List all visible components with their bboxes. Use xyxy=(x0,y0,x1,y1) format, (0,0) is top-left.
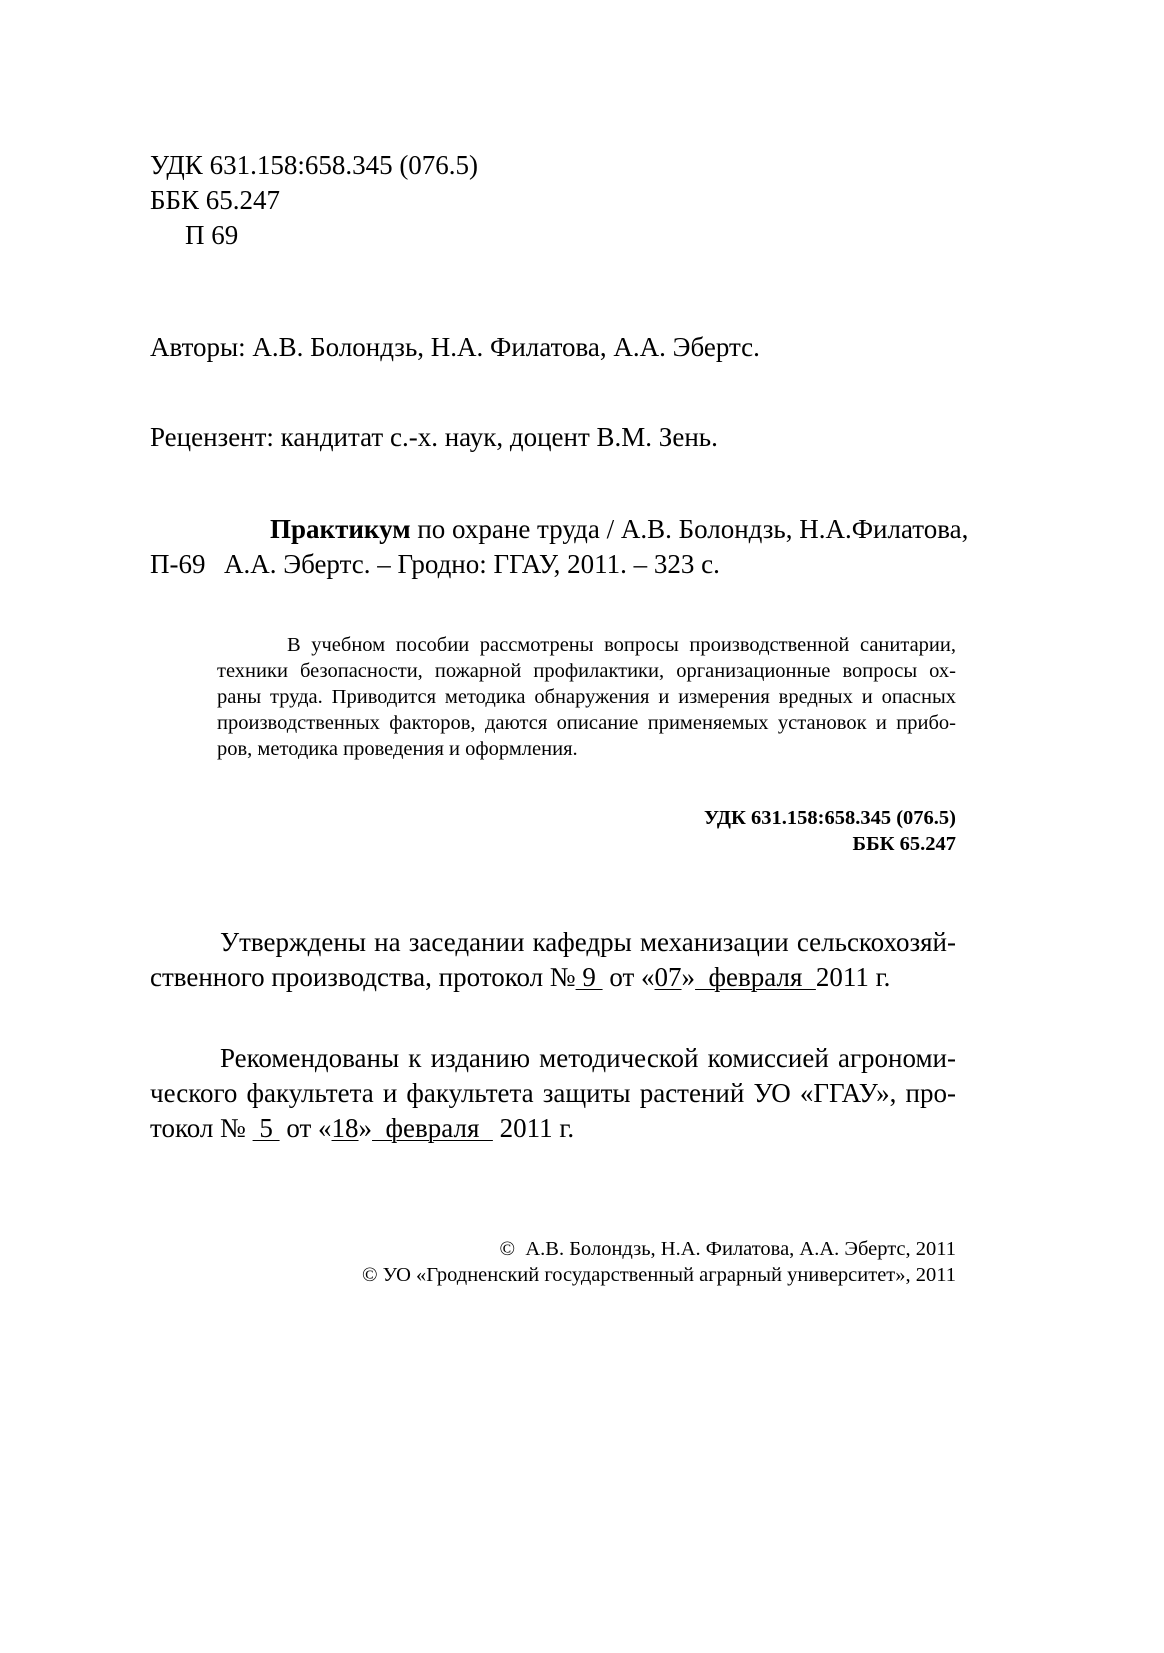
recommended-year: 2011 г. xyxy=(492,1113,575,1143)
copyright-block xyxy=(300,1236,956,1288)
approved-month: февраля xyxy=(695,962,816,992)
bbk-code-bold: ББК 65.247 xyxy=(852,833,956,855)
udk-code-bold: УДК 631.158:658.345 (076.5) xyxy=(703,807,956,829)
recommended-line-1: Рекомендованы к изданию методической комиссией агрономи- xyxy=(220,1043,956,1073)
recommended-protocol-number: 5 xyxy=(252,1113,280,1143)
citation-line-2-text: А.А. Эбертс. – Гродно: ГГАУ, 2011. – 323 с. xyxy=(224,549,720,579)
approved-year: 2011 г. xyxy=(815,962,891,992)
recommended-line-3 xyxy=(150,1111,956,1146)
udk-code: УДК 631.158:658.345 (076.5) xyxy=(150,150,479,180)
recommended-block xyxy=(150,1041,956,1146)
approved-day: 07 xyxy=(654,962,682,992)
abstract-line: ров, методика проведения и оформления. xyxy=(217,738,578,760)
abstract-line: В учебном пособии рассмотрены вопросы производственной санитарии, xyxy=(287,634,956,656)
recommended-prefix: токол № xyxy=(150,1113,253,1143)
copyright-university: © УО «Гродненский государственный аграрный университет», 2011 xyxy=(361,1264,956,1286)
citation-line-2 xyxy=(150,547,956,582)
bbk-code: ББК 65.247 xyxy=(150,185,281,215)
copyright-authors: © А.В. Болондзь, Н.А. Филатова, А.А. Эбертс, 2011 xyxy=(499,1238,956,1260)
approved-prefix: ственного производства, протокол № xyxy=(150,962,576,992)
citation-title: Практикум xyxy=(270,514,411,544)
approved-from: от « xyxy=(602,962,655,992)
abstract-block xyxy=(217,632,956,762)
recommended-line-2: ческого факультета и факультета защиты растений УО «ГГАУ», про- xyxy=(150,1078,956,1108)
approved-block xyxy=(150,925,956,995)
approved-line-2 xyxy=(150,960,956,995)
approved-line-1: Утверждены на заседании кафедры механизации сельскохозяй- xyxy=(220,927,956,957)
citation-line-1 xyxy=(150,512,969,547)
classification-bold-block xyxy=(500,805,956,857)
reviewer-line: Рецензент: кандитат с.-х. наук, доцент В.М. Зень. xyxy=(150,422,718,452)
classification-block xyxy=(150,148,478,253)
author-mark: П 69 xyxy=(185,220,239,250)
abstract-line: раны труда. Приводится методика обнаружения и измерения вредных и опасных xyxy=(217,686,956,708)
citation-mark: П-69 xyxy=(150,549,206,579)
abstract-line: техники безопасности, пожарной профилактики, организационные вопросы ох- xyxy=(217,660,956,682)
recommended-month: февраля xyxy=(372,1113,493,1143)
recommended-from: от « xyxy=(279,1113,332,1143)
authors-line: Авторы: А.В. Болондзь, Н.А. Филатова, А.А. Эбертс. xyxy=(150,332,760,362)
citation-block xyxy=(150,512,969,582)
abstract-line: производственных факторов, даются описание применяемых установок и прибо- xyxy=(217,712,956,734)
approved-protocol-number: 9 xyxy=(575,962,603,992)
recommended-quote-close: » xyxy=(358,1113,373,1143)
approved-quote-close: » xyxy=(681,962,696,992)
recommended-day: 18 xyxy=(331,1113,359,1143)
citation-line-1-rest: по охране труда / А.В. Болондзь, Н.А.Филатова, xyxy=(410,514,969,544)
